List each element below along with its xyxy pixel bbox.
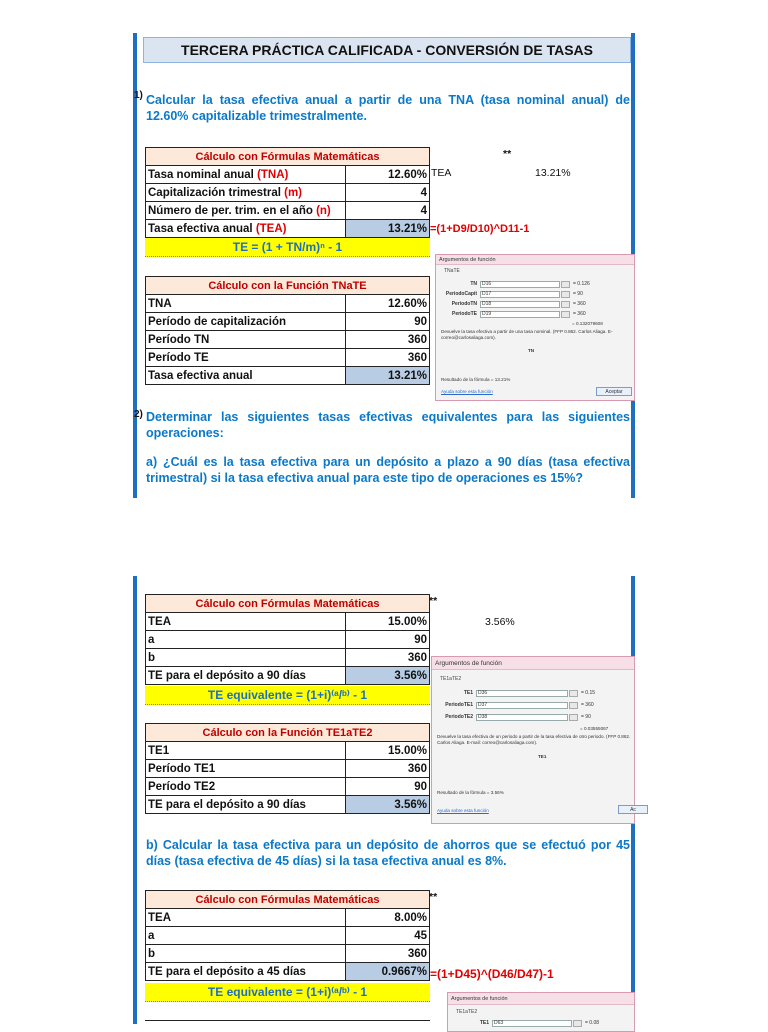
stars-note: ** bbox=[429, 891, 438, 903]
collapse-dialog-button[interactable] bbox=[561, 301, 570, 308]
formula-table bbox=[145, 890, 430, 981]
result-value[interactable]: 0.9667% bbox=[346, 963, 430, 981]
function-arguments-dialog bbox=[431, 656, 635, 824]
argument-name: PeriodoTE2 bbox=[445, 714, 473, 720]
formula-table bbox=[145, 594, 430, 685]
row-label: Tasa efectiva anual bbox=[148, 222, 256, 235]
dialog-caption: Argumentos de función bbox=[448, 993, 634, 1005]
collapse-dialog-button[interactable] bbox=[561, 281, 570, 288]
question-1-number: 1) bbox=[134, 90, 143, 101]
ok-button[interactable]: Aceptar bbox=[596, 387, 632, 396]
row-label: Período TE2 bbox=[146, 778, 346, 796]
table-row bbox=[146, 742, 430, 760]
row-label: b bbox=[146, 945, 346, 963]
argument-value: = 0.08 bbox=[585, 1020, 600, 1026]
side-value: 3.56% bbox=[485, 616, 515, 628]
argument-row bbox=[432, 713, 591, 721]
dialog-caption: Argumentos de función bbox=[436, 255, 634, 265]
question-2-text: Determinar las siguientes tasas efectivas equivalentes para las siguientes operaciones: bbox=[146, 410, 630, 440]
row-label-symbol: (TNA) bbox=[257, 168, 289, 181]
dialog-function-name: TE1aTE2 bbox=[456, 1009, 478, 1015]
argument-value: = 0.15 bbox=[581, 690, 596, 696]
argument-value: = 90 bbox=[581, 714, 591, 720]
question-2a-text: a) ¿Cuál es la tasa efectiva para un depósito a plazo a 90 días (tasa efectiva trimestral) si la tasa efectiva anual para este tipo de operaciones es 15%? bbox=[146, 455, 630, 485]
question-1-text: Calcular la tasa efectiva anual a partir de una TNA (tasa nominal anual) de 12.60% capitalizable trimestralmente. bbox=[146, 93, 630, 123]
row-label: TE1 bbox=[146, 742, 346, 760]
row-value[interactable]: 4 bbox=[346, 184, 430, 202]
dialog-caption: Argumentos de función bbox=[432, 657, 634, 670]
row-label: TE para el depósito a 90 días bbox=[146, 796, 346, 814]
row-label: a bbox=[146, 927, 346, 945]
collapse-dialog-button[interactable] bbox=[561, 291, 570, 298]
formula-bar: TE equivalente = (1+i)⁽ᵃ/ᵇ⁾ - 1 bbox=[145, 686, 430, 705]
table-row bbox=[146, 945, 430, 963]
document-page-2 bbox=[133, 576, 635, 1024]
row-value[interactable]: 90 bbox=[346, 778, 430, 796]
question-2-number: 2) bbox=[134, 409, 143, 420]
dialog-function-name: TE1aTE2 bbox=[440, 676, 462, 682]
argument-value: = 360 bbox=[581, 702, 594, 708]
row-value[interactable]: 360 bbox=[346, 649, 430, 667]
row-value[interactable]: 12.60% bbox=[346, 166, 430, 184]
result-value[interactable]: 13.21% bbox=[346, 220, 430, 238]
formula-result: Resultado de la fórmula = 13.21% bbox=[441, 377, 511, 382]
row-label: a bbox=[146, 631, 346, 649]
result-value[interactable]: 3.56% bbox=[346, 796, 430, 814]
function-result-value: = 0.132079608 bbox=[572, 321, 603, 326]
row-label: Período TE1 bbox=[146, 760, 346, 778]
function-table bbox=[145, 276, 430, 385]
table-header: Cálculo con Fórmulas Matemáticas bbox=[146, 891, 430, 909]
argument-name: PeriodoCapit bbox=[445, 291, 477, 297]
argument-value: = 90 bbox=[573, 291, 583, 297]
collapse-dialog-button[interactable] bbox=[561, 311, 570, 318]
function-table bbox=[145, 723, 430, 814]
formula-table bbox=[145, 147, 430, 238]
argument-input[interactable]: D36 bbox=[476, 690, 568, 697]
function-result-value: = 0.03555067 bbox=[580, 726, 609, 731]
argument-row bbox=[436, 290, 583, 298]
row-label: TNA bbox=[146, 295, 346, 313]
table-row bbox=[146, 331, 430, 349]
help-link[interactable]: Ayuda sobre esta función bbox=[437, 808, 489, 813]
argument-row bbox=[436, 310, 586, 318]
collapse-dialog-button[interactable] bbox=[573, 1020, 582, 1027]
table-row bbox=[146, 184, 430, 202]
row-label-symbol: (m) bbox=[284, 186, 303, 199]
focused-argument: TN bbox=[528, 348, 535, 353]
table-row bbox=[146, 667, 430, 685]
row-label: Número de per. trim. en el año bbox=[148, 204, 317, 217]
row-label: TEA bbox=[146, 613, 346, 631]
argument-name: PeriodoTN bbox=[451, 301, 477, 307]
row-label: Tasa nominal anual bbox=[148, 168, 258, 181]
row-value[interactable]: 12.60% bbox=[346, 295, 430, 313]
argument-name: TE1 bbox=[479, 1020, 489, 1026]
document-page-1 bbox=[133, 33, 635, 498]
function-description: Devuelve la tasa efectiva a partir de una tasa nominal. (FFP 0.862. Carlos Aliaga. E-correo@carlosaliaga.com). bbox=[441, 329, 613, 340]
table-row bbox=[146, 295, 430, 313]
page-title: TERCERA PRÁCTICA CALIFICADA - CONVERSIÓN DE TASAS bbox=[143, 37, 631, 63]
function-description: Devuelve la tasa efectiva de un periodo a partir de la tasa efectiva de otro periodo. (FFP 0.862. Carlos Aliaga. E-mail: correo@carlosaliaga.com). bbox=[437, 734, 631, 745]
argument-input[interactable]: D37 bbox=[476, 702, 568, 709]
row-label: Período TE bbox=[146, 349, 346, 367]
formula-result: Resultado de la fórmula = 3.56% bbox=[437, 790, 504, 795]
row-label-symbol: (n) bbox=[316, 204, 331, 217]
table-header: Cálculo con la Función TE1aTE2 bbox=[146, 724, 430, 742]
argument-input[interactable]: D19 bbox=[480, 311, 560, 318]
row-value[interactable]: 4 bbox=[346, 202, 430, 220]
row-label: Período de capitalización bbox=[146, 313, 346, 331]
row-value[interactable]: 15.00% bbox=[346, 613, 430, 631]
row-label: TE para el depósito a 45 días bbox=[146, 963, 346, 981]
argument-row bbox=[436, 280, 590, 288]
result-value[interactable]: 13.21% bbox=[346, 367, 430, 385]
question-2b-text: b) Calcular la tasa efectiva para un depósito de ahorros que se efectuó por 45 días (tasa efectiva de 45 días) si la tasa efectiva anual es 8%. bbox=[146, 838, 630, 868]
focused-argument: TE1 bbox=[538, 754, 547, 759]
table-row bbox=[146, 796, 430, 814]
table-row bbox=[146, 220, 430, 238]
stars-note: ** bbox=[429, 595, 438, 607]
argument-input[interactable]: D38 bbox=[476, 714, 568, 721]
dialog-function-name: TNaTE bbox=[444, 268, 460, 274]
table-header: Cálculo con la Función TNaTE bbox=[146, 277, 430, 295]
row-value[interactable]: 8.00% bbox=[346, 909, 430, 927]
table-row bbox=[146, 166, 430, 184]
row-label: b bbox=[146, 649, 346, 667]
argument-name: PeriodoTE1 bbox=[445, 702, 473, 708]
argument-name: TE1 bbox=[463, 690, 473, 696]
collapse-dialog-button[interactable] bbox=[569, 702, 578, 709]
table-row bbox=[146, 202, 430, 220]
side-value: 13.21% bbox=[535, 167, 571, 179]
argument-input[interactable]: D63 bbox=[492, 1020, 572, 1027]
table-row bbox=[146, 963, 430, 981]
row-value[interactable]: 90 bbox=[346, 313, 430, 331]
argument-value: = 360 bbox=[573, 301, 586, 307]
page-left-border bbox=[133, 33, 137, 498]
row-value[interactable]: 360 bbox=[346, 760, 430, 778]
argument-input[interactable]: D17 bbox=[480, 291, 560, 298]
table-row bbox=[146, 367, 430, 385]
result-value[interactable]: 3.56% bbox=[346, 667, 430, 685]
row-label: Período TN bbox=[146, 331, 346, 349]
table-header: Cálculo con Fórmulas Matemáticas bbox=[146, 148, 430, 166]
formula-bar: TE equivalente = (1+i)⁽ᵃ/ᵇ⁾ - 1 bbox=[145, 983, 430, 1002]
argument-input[interactable]: D16 bbox=[480, 281, 560, 288]
cell-formula: =(1+D45)^(D46/D47)-1 bbox=[430, 967, 554, 981]
ok-button[interactable]: Ac bbox=[618, 805, 648, 814]
table-row bbox=[146, 760, 430, 778]
row-value[interactable]: 45 bbox=[346, 927, 430, 945]
argument-row bbox=[432, 689, 595, 697]
argument-row bbox=[448, 1019, 599, 1027]
table-row bbox=[146, 927, 430, 945]
row-label-symbol: (TEA) bbox=[255, 222, 287, 235]
side-label: TEA bbox=[431, 167, 452, 179]
row-label: TE para el depósito a 90 días bbox=[146, 667, 346, 685]
argument-row bbox=[436, 300, 586, 308]
table-row bbox=[146, 649, 430, 667]
row-label: Capitalización trimestral bbox=[148, 186, 285, 199]
table-row bbox=[146, 778, 430, 796]
collapse-dialog-button[interactable] bbox=[569, 690, 578, 697]
table-row bbox=[146, 631, 430, 649]
cell-formula: =(1+D9/D10)^D11-1 bbox=[430, 223, 530, 235]
argument-input[interactable]: D18 bbox=[480, 301, 560, 308]
row-value[interactable]: 15.00% bbox=[346, 742, 430, 760]
collapse-dialog-button[interactable] bbox=[569, 714, 578, 721]
row-value[interactable]: 360 bbox=[346, 945, 430, 963]
row-value[interactable]: 360 bbox=[346, 331, 430, 349]
table-row bbox=[146, 909, 430, 927]
next-table-edge bbox=[145, 1020, 430, 1024]
argument-value: = 360 bbox=[573, 311, 586, 317]
table-row bbox=[146, 613, 430, 631]
argument-name: PeriodoTE bbox=[451, 311, 477, 317]
argument-value: = 0.126 bbox=[573, 281, 590, 287]
argument-name: TN bbox=[470, 281, 477, 287]
row-label: TEA bbox=[146, 909, 346, 927]
row-label: Tasa efectiva anual bbox=[146, 367, 346, 385]
function-arguments-dialog bbox=[435, 254, 635, 401]
argument-row bbox=[432, 701, 594, 709]
stars-note: ** bbox=[503, 148, 512, 160]
help-link[interactable]: Ayuda sobre esta función bbox=[441, 389, 493, 394]
row-value[interactable]: 90 bbox=[346, 631, 430, 649]
function-arguments-dialog bbox=[447, 992, 635, 1032]
table-row bbox=[146, 349, 430, 367]
row-value[interactable]: 360 bbox=[346, 349, 430, 367]
table-row bbox=[146, 313, 430, 331]
page-left-border bbox=[133, 576, 137, 1024]
formula-bar: TE = (1 + TN/m)ⁿ - 1 bbox=[145, 238, 430, 257]
table-header: Cálculo con Fórmulas Matemáticas bbox=[146, 595, 430, 613]
